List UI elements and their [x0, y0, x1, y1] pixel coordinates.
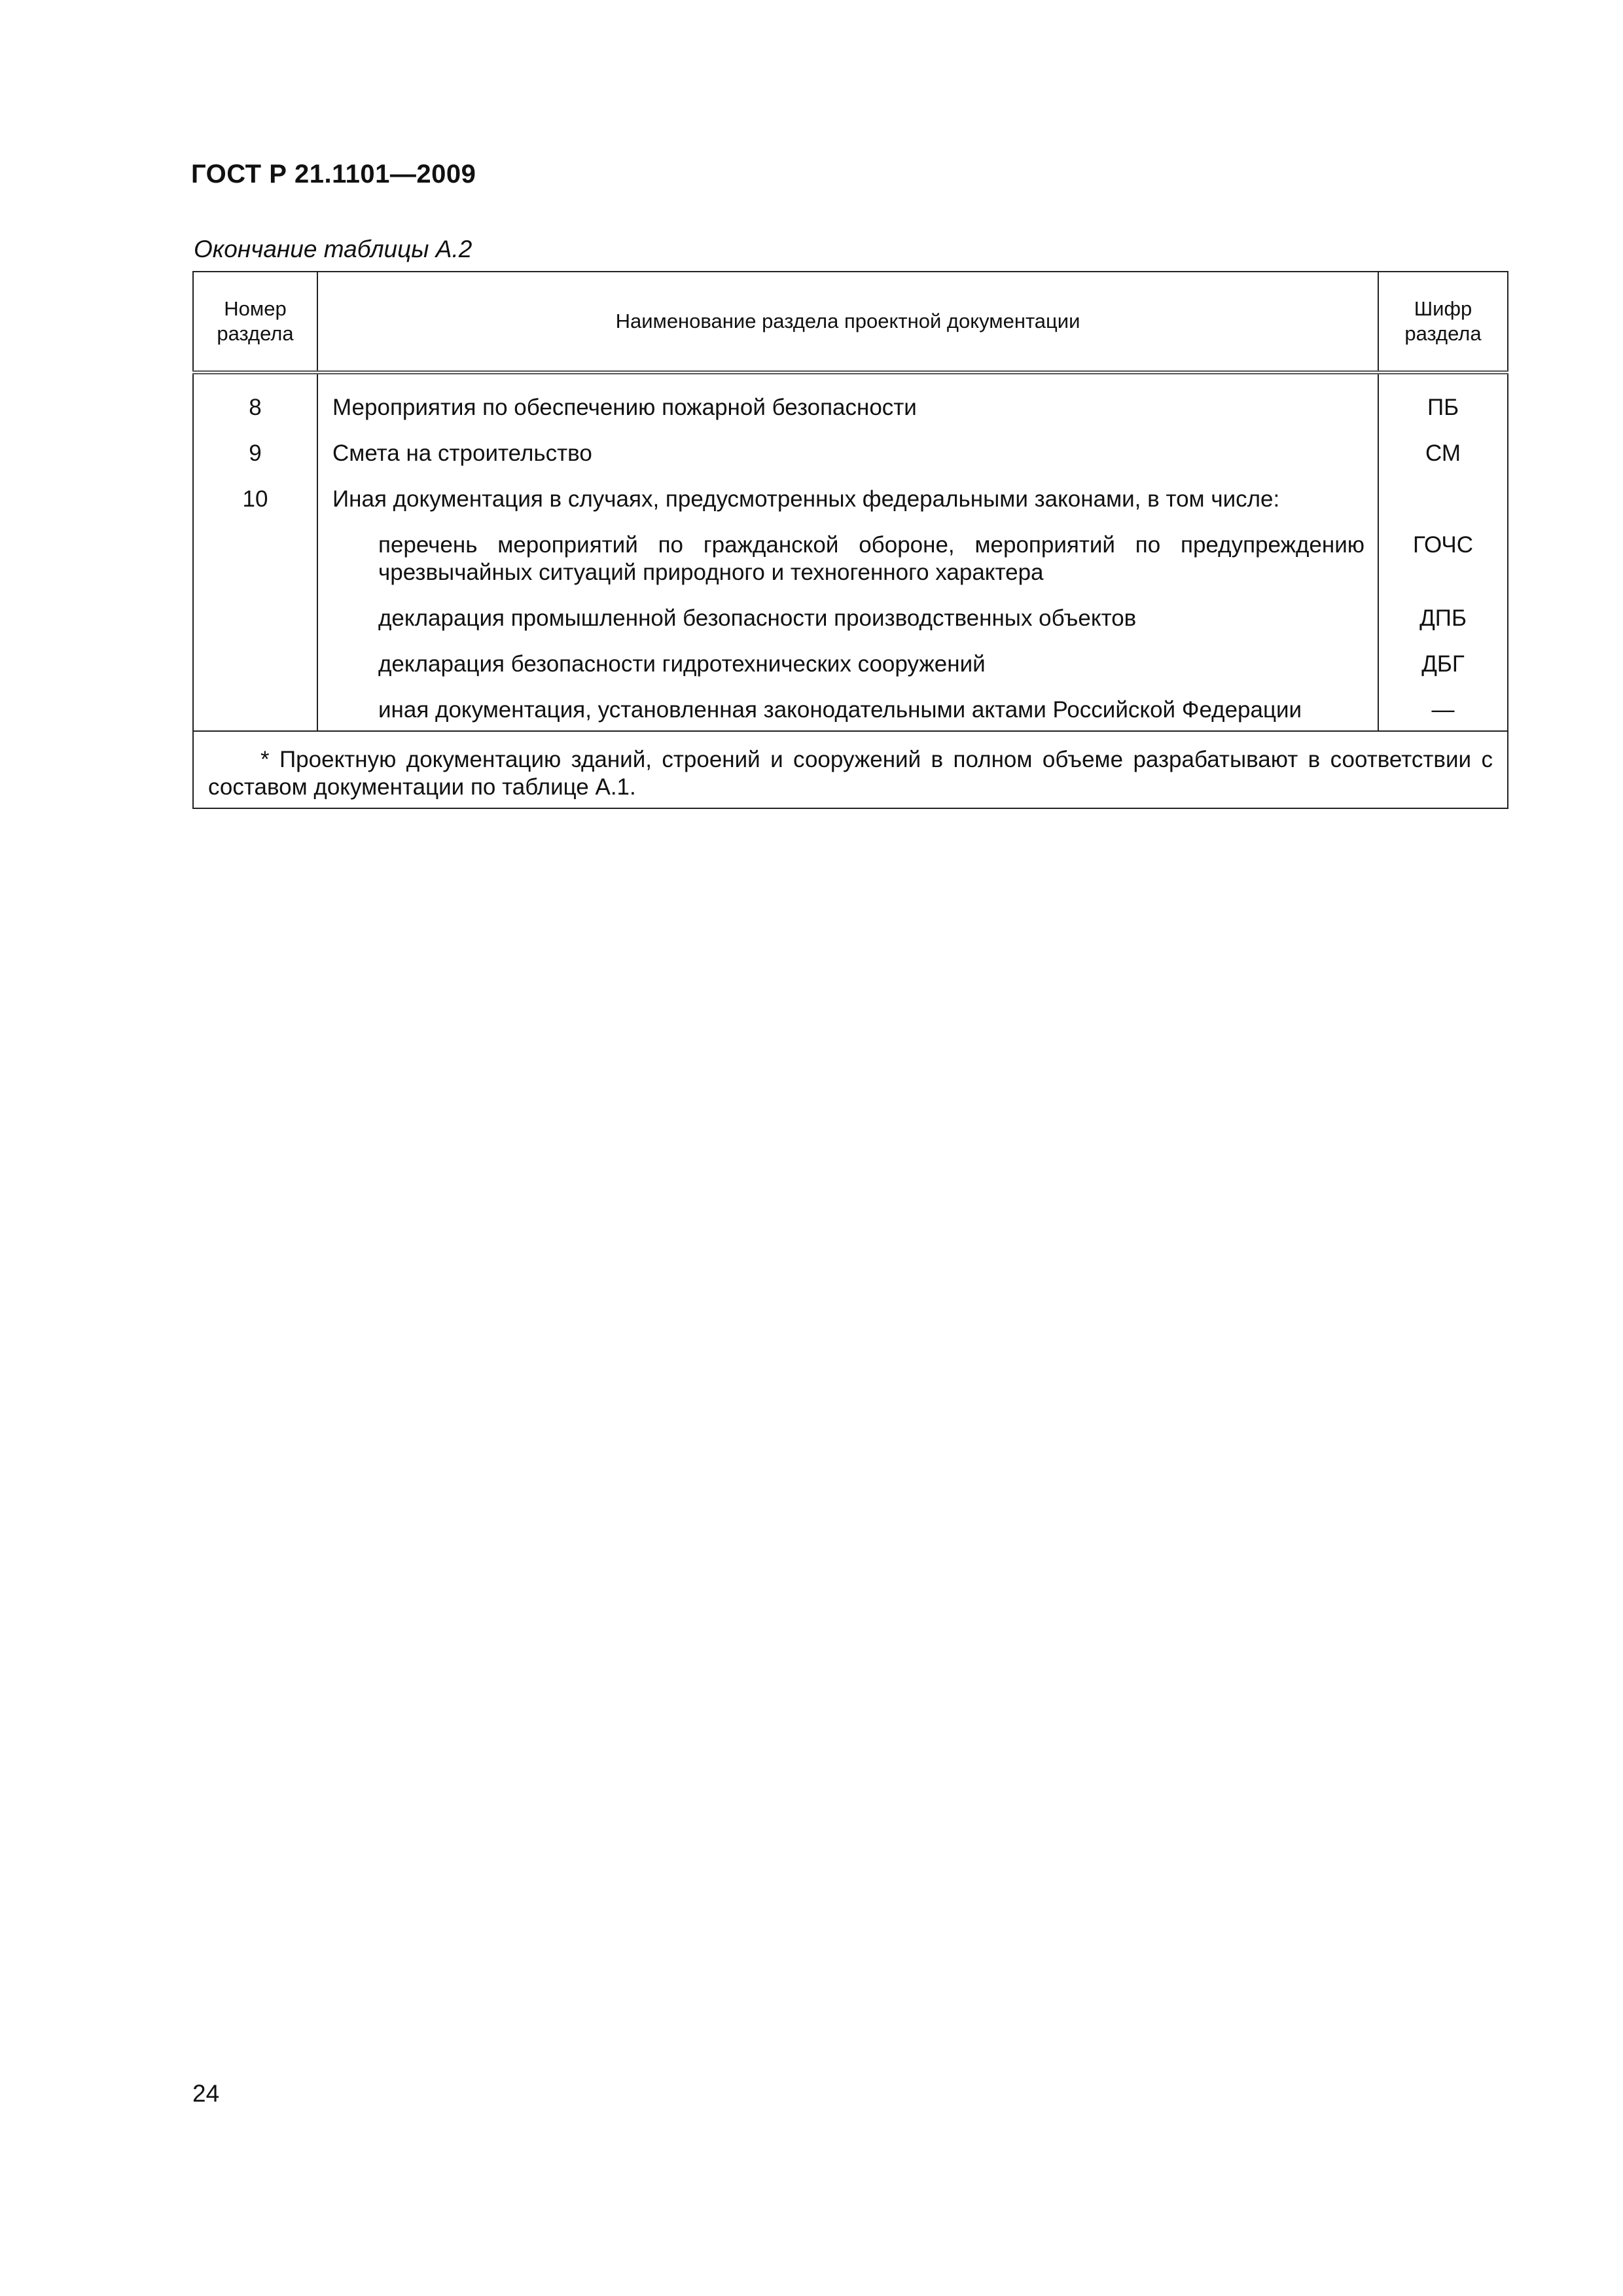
table-row: [193, 486, 1508, 531]
section-number: 10: [193, 486, 317, 531]
table-row: [193, 440, 1508, 486]
section-name: Мероприятия по обеспечению пожарной безопасности: [317, 372, 1378, 440]
section-name: Смета на строительство: [317, 440, 1378, 486]
subsection-name: перечень мероприятий по гражданской обороне, мероприятий по предупреждению чрезвычайных ситуаций природного и техногенного характера: [317, 531, 1378, 605]
section-code: ДБГ: [1378, 651, 1508, 696]
section-code: СМ: [1378, 440, 1508, 486]
table-row: [193, 696, 1508, 731]
section-code: ПБ: [1378, 372, 1508, 440]
subsection-name: декларация промышленной безопасности производственных объектов: [317, 605, 1378, 651]
subsection-name: иная документация, установленная законодательными актами Российской Федерации: [317, 696, 1378, 731]
section-number: [193, 696, 317, 731]
page-number: 24: [192, 2080, 220, 2107]
section-code: ГОЧС: [1378, 531, 1508, 605]
footnote-row: [193, 731, 1508, 808]
table-caption: Окончание таблицы А.2: [194, 236, 473, 262]
header-section-code: Шифр раздела: [1378, 272, 1508, 372]
header-section-name: Наименование раздела проектной документации: [317, 272, 1378, 372]
footnote-text: * Проектную документацию зданий, строений и сооружений в полном объеме разрабатывают в соответствии с составом документации по таблице А.1.: [208, 747, 1493, 800]
table-row: [193, 372, 1508, 440]
section-number: [193, 531, 317, 605]
document-header: ГОСТ Р 21.1101—2009: [191, 160, 476, 188]
section-number: 9: [193, 440, 317, 486]
subsection-name: декларация безопасности гидротехнических сооружений: [317, 651, 1378, 696]
table-header-row: [193, 272, 1508, 372]
section-number: [193, 605, 317, 651]
footnote-cell: [193, 731, 1508, 808]
table-row: [193, 531, 1508, 605]
header-section-number: Номер раздела: [193, 272, 317, 372]
sections-table: [192, 271, 1508, 809]
section-code: [1378, 486, 1508, 531]
section-code: ДПБ: [1378, 605, 1508, 651]
table-row: [193, 651, 1508, 696]
table-row: [193, 605, 1508, 651]
section-name: Иная документация в случаях, предусмотренных федеральными законами, в том числе:: [317, 486, 1378, 531]
section-code: —: [1378, 696, 1508, 731]
section-number: 8: [193, 372, 317, 440]
section-number: [193, 651, 317, 696]
